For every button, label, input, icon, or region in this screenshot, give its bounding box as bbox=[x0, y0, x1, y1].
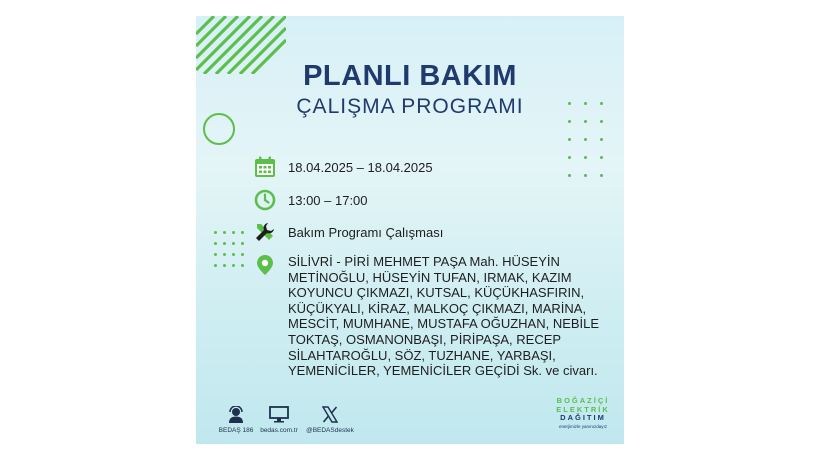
x-logo-icon bbox=[322, 406, 338, 423]
date-row bbox=[254, 156, 433, 178]
page-title: PLANLI BAKIM bbox=[303, 60, 517, 92]
dot-grid-left bbox=[214, 231, 244, 267]
tools-icon bbox=[254, 221, 276, 243]
logo-line-1: BOĞAZİÇİ bbox=[556, 396, 610, 405]
announcement-card bbox=[196, 16, 624, 444]
circle-decoration bbox=[203, 113, 235, 145]
calendar-icon bbox=[254, 156, 276, 178]
clock-icon bbox=[254, 189, 276, 211]
dot-grid-right bbox=[568, 102, 603, 177]
date-range-text: 18.04.2025 – 18.04.2025 bbox=[288, 160, 433, 175]
logo-slogan: enerjimizle yanınızdayız bbox=[558, 423, 608, 429]
footer-website-label[interactable]: bedas.com.tr bbox=[260, 427, 298, 434]
footer-phone-label: BEDAŞ 186 bbox=[218, 427, 254, 434]
time-row bbox=[254, 189, 368, 211]
address-row bbox=[254, 254, 610, 379]
company-logo bbox=[552, 397, 614, 429]
footer-website[interactable] bbox=[256, 406, 302, 434]
footer-social[interactable] bbox=[302, 406, 358, 434]
work-type-text: Bakım Programı Çalışması bbox=[288, 225, 444, 240]
headset-icon bbox=[227, 406, 245, 423]
footer-social-label[interactable]: @BEDASdestek bbox=[306, 427, 354, 434]
page-subtitle: ÇALIŞMA PROGRAMI bbox=[296, 95, 524, 118]
logo-line-3: DAĞITIM bbox=[560, 413, 606, 422]
address-text: SİLİVRİ - PİRİ MEHMET PAŞA Mah. HÜSEYİN METİNOĞLU, HÜSEYİN TUFAN, IRMAK, KAZIM KOYUNCU ÇIKMAZI, KUTSAL, KÜÇÜKHASFIRIN, KÜÇÜKYALI, KİRAZ, MALKOÇ ÇIKMAZI, MARİNA, MESCİT, MUMHANE, MUSTAFA OĞUZHAN, NEBİLE TOKTAŞ, OSMANONBAŞI, PİRİPAŞA, RECEP SİLAHTAROĞLU, SÖZ, TUZHANE, YARBAŞI, YEMENİCİLER, YEMENİCİLER GEÇİDİ Sk. ve civarı. bbox=[288, 254, 600, 379]
monitor-icon bbox=[269, 406, 289, 423]
work-type-row bbox=[254, 221, 443, 243]
logo-line-2: ELEKTRİK bbox=[556, 404, 610, 414]
location-pin-icon bbox=[254, 254, 276, 276]
footer-phone bbox=[216, 406, 256, 434]
time-range-text: 13:00 – 17:00 bbox=[288, 193, 368, 208]
